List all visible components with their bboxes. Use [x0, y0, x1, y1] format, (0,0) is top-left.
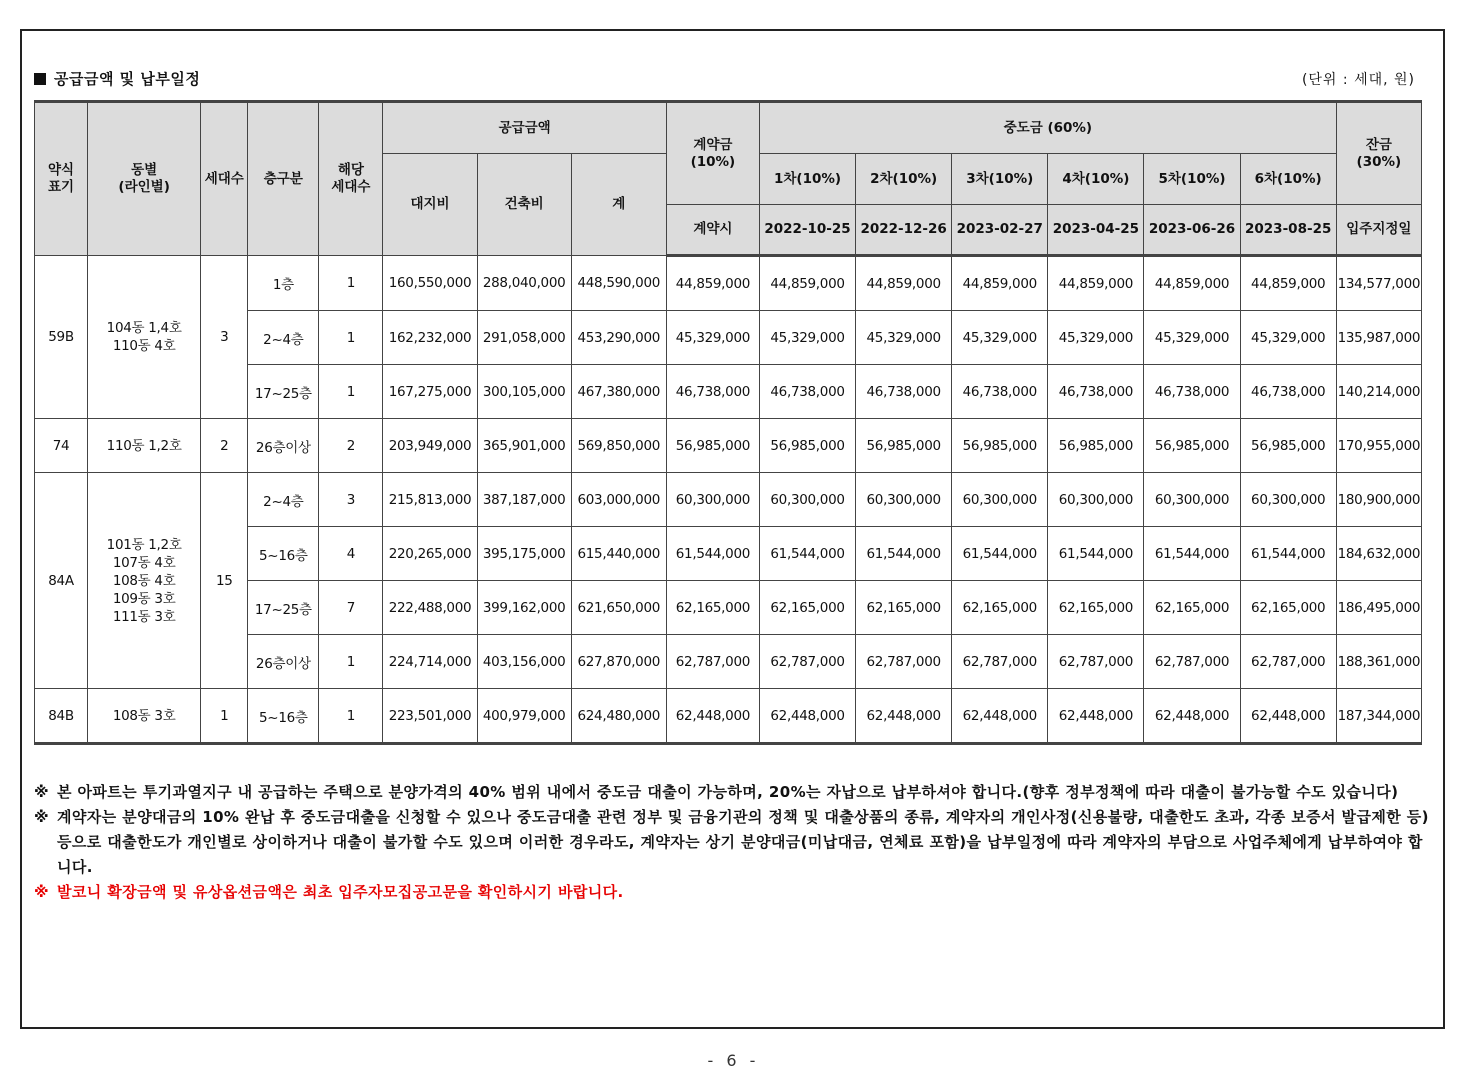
middle-payment-cell: 62,165,000: [1240, 581, 1336, 635]
land-cost-cell: 222,488,000: [383, 581, 477, 635]
balance-cell: 140,214,000: [1336, 365, 1421, 419]
type-cell: 84A: [35, 473, 88, 689]
middle-payment-cell: 44,859,000: [1240, 256, 1336, 311]
table-row: [35, 473, 1422, 527]
header-supply-price: 공급금액: [383, 102, 666, 154]
dong-cell: 101동 1,2호 107동 4호 108동 4호 109동 3호 111동 3호: [88, 473, 201, 689]
contract-deposit-cell: 62,448,000: [666, 689, 759, 744]
balance-cell: 134,577,000: [1336, 256, 1421, 311]
header-households: 세대수: [201, 102, 248, 256]
middle-payment-cell: 60,300,000: [1144, 473, 1240, 527]
header-balance: 잔금 (30%): [1336, 102, 1421, 205]
contract-deposit-cell: 44,859,000: [666, 256, 759, 311]
payment-schedule-table: [34, 100, 1422, 745]
contract-deposit-cell: 62,165,000: [666, 581, 759, 635]
contract-deposit-cell: 62,787,000: [666, 635, 759, 689]
middle-payment-cell: 61,544,000: [856, 527, 952, 581]
reference-mark: ※: [34, 883, 49, 901]
applicable-count-cell: 1: [319, 256, 383, 311]
header-applicable: 해당 세대수: [319, 102, 383, 256]
type-cell: 74: [35, 419, 88, 473]
table-row: [35, 689, 1422, 744]
floor-cell: 17~25층: [248, 581, 319, 635]
note-item: [34, 780, 1429, 805]
floor-cell: 26층이상: [248, 635, 319, 689]
type-cell: 84B: [35, 689, 88, 744]
header-installment-name: 3차(10%): [952, 154, 1048, 205]
balance-cell: 184,632,000: [1336, 527, 1421, 581]
building-cost-cell: 300,105,000: [477, 365, 571, 419]
note-text: 계약자는 분양대금의 10% 완납 후 중도금대출을 신청할 수 있으나 중도금대출 관련 정부 및 금융기관의 정책 및 대출상품의 종류, 계약자의 개인사정(신용불량, 대출한도 초과, 각종 보증서 발급제한 등)등으로 대출한도가 개인별로 상이하거나 대출이 불가할 수도 있으며 이러한 경우라도, 계약자는 상기 분양대금(미납대금, 연체료 포함)을 납부일정에 따라 계약자의 부담으로 사업주체에게 납부하여야 합니다.: [57, 808, 1429, 876]
building-cost-cell: 291,058,000: [477, 311, 571, 365]
middle-payment-cell: 61,544,000: [1144, 527, 1240, 581]
middle-payment-cell: 45,329,000: [856, 311, 952, 365]
households-cell: 1: [201, 689, 248, 744]
header-total: 계: [571, 154, 666, 256]
applicable-count-cell: 1: [319, 311, 383, 365]
header-installment-name: 1차(10%): [759, 154, 855, 205]
page-number: - 6 -: [707, 1051, 760, 1070]
header-installment-date: 2023-06-26: [1144, 205, 1240, 256]
middle-payment-cell: 62,787,000: [1144, 635, 1240, 689]
table-row: [35, 256, 1422, 311]
land-cost-cell: 215,813,000: [383, 473, 477, 527]
total-price-cell: 453,290,000: [571, 311, 666, 365]
header-installment-name: 4차(10%): [1048, 154, 1144, 205]
middle-payment-cell: 46,738,000: [1240, 365, 1336, 419]
middle-payment-cell: 45,329,000: [1144, 311, 1240, 365]
middle-payment-cell: 62,448,000: [952, 689, 1048, 744]
type-cell: 59B: [35, 256, 88, 419]
header-installment-date: 2022-12-26: [856, 205, 952, 256]
floor-cell: 2~4층: [248, 473, 319, 527]
total-price-cell: 627,870,000: [571, 635, 666, 689]
applicable-count-cell: 1: [319, 635, 383, 689]
total-price-cell: 448,590,000: [571, 256, 666, 311]
balance-cell: 135,987,000: [1336, 311, 1421, 365]
total-price-cell: 603,000,000: [571, 473, 666, 527]
balance-cell: 186,495,000: [1336, 581, 1421, 635]
middle-payment-cell: 44,859,000: [759, 256, 855, 311]
dong-cell: 110동 1,2호: [88, 419, 201, 473]
balance-cell: 188,361,000: [1336, 635, 1421, 689]
note-text: 본 아파트는 투기과열지구 내 공급하는 주택으로 분양가격의 40% 범위 내에서 중도금 대출이 가능하며, 20%는 자납으로 납부하셔야 합니다.(향후 정부정책에 따라 대출이 불가능할 수도 있습니다): [57, 783, 1399, 801]
contract-deposit-cell: 61,544,000: [666, 527, 759, 581]
floor-cell: 1층: [248, 256, 319, 311]
dong-cell: 104동 1,4호 110동 4호: [88, 256, 201, 419]
total-price-cell: 621,650,000: [571, 581, 666, 635]
balance-cell: 170,955,000: [1336, 419, 1421, 473]
middle-payment-cell: 44,859,000: [856, 256, 952, 311]
middle-payment-cell: 62,448,000: [1144, 689, 1240, 744]
middle-payment-cell: 61,544,000: [952, 527, 1048, 581]
reference-mark: ※: [34, 808, 49, 826]
households-cell: 2: [201, 419, 248, 473]
middle-payment-cell: 46,738,000: [952, 365, 1048, 419]
land-cost-cell: 160,550,000: [383, 256, 477, 311]
header-land: 대지비: [383, 154, 477, 256]
middle-payment-cell: 44,859,000: [952, 256, 1048, 311]
building-cost-cell: 365,901,000: [477, 419, 571, 473]
middle-payment-cell: 62,165,000: [759, 581, 855, 635]
applicable-count-cell: 4: [319, 527, 383, 581]
middle-payment-cell: 60,300,000: [759, 473, 855, 527]
header-installment-name: 6차(10%): [1240, 154, 1336, 205]
middle-payment-cell: 62,787,000: [1240, 635, 1336, 689]
floor-cell: 26층이상: [248, 419, 319, 473]
dong-cell: 108동 3호: [88, 689, 201, 744]
total-price-cell: 569,850,000: [571, 419, 666, 473]
middle-payment-cell: 56,985,000: [759, 419, 855, 473]
households-cell: 3: [201, 256, 248, 419]
middle-payment-cell: 62,448,000: [856, 689, 952, 744]
middle-payment-cell: 46,738,000: [1048, 365, 1144, 419]
middle-payment-cell: 46,738,000: [759, 365, 855, 419]
header-installment-name: 2차(10%): [856, 154, 952, 205]
header-installment-name: 5차(10%): [1144, 154, 1240, 205]
middle-payment-cell: 45,329,000: [1048, 311, 1144, 365]
square-bullet-icon: [34, 73, 46, 85]
middle-payment-cell: 46,738,000: [856, 365, 952, 419]
building-cost-cell: 399,162,000: [477, 581, 571, 635]
contract-deposit-cell: 45,329,000: [666, 311, 759, 365]
header-contract-timing: 계약시: [666, 205, 759, 256]
land-cost-cell: 224,714,000: [383, 635, 477, 689]
applicable-count-cell: 7: [319, 581, 383, 635]
contract-deposit-cell: 60,300,000: [666, 473, 759, 527]
middle-payment-cell: 56,985,000: [1048, 419, 1144, 473]
floor-cell: 5~16층: [248, 689, 319, 744]
middle-payment-cell: 62,787,000: [1048, 635, 1144, 689]
building-cost-cell: 400,979,000: [477, 689, 571, 744]
middle-payment-cell: 62,787,000: [952, 635, 1048, 689]
middle-payment-cell: 62,448,000: [1048, 689, 1144, 744]
table-body: [35, 256, 1422, 744]
applicable-count-cell: 3: [319, 473, 383, 527]
households-cell: 15: [201, 473, 248, 689]
section-title-text: 공급금액 및 납부일정: [54, 70, 201, 88]
floor-cell: 5~16층: [248, 527, 319, 581]
middle-payment-cell: 44,859,000: [1144, 256, 1240, 311]
header-installment-date: 2023-04-25: [1048, 205, 1144, 256]
building-cost-cell: 395,175,000: [477, 527, 571, 581]
unit-note: (단위 : 세대, 원): [1301, 72, 1415, 88]
header-floor: 층구분: [248, 102, 319, 256]
middle-payment-cell: 62,165,000: [856, 581, 952, 635]
middle-payment-cell: 46,738,000: [1144, 365, 1240, 419]
land-cost-cell: 203,949,000: [383, 419, 477, 473]
section-title: [34, 68, 200, 89]
header-installment-date: 2023-08-25: [1240, 205, 1336, 256]
middle-payment-cell: 45,329,000: [952, 311, 1048, 365]
middle-payment-cell: 61,544,000: [759, 527, 855, 581]
middle-payment-cell: 61,544,000: [1240, 527, 1336, 581]
middle-payment-cell: 61,544,000: [1048, 527, 1144, 581]
header-balance-timing: 입주지정일: [1336, 205, 1421, 256]
middle-payment-cell: 62,787,000: [856, 635, 952, 689]
balance-cell: 180,900,000: [1336, 473, 1421, 527]
building-cost-cell: 403,156,000: [477, 635, 571, 689]
total-price-cell: 467,380,000: [571, 365, 666, 419]
reference-mark: ※: [34, 783, 49, 801]
land-cost-cell: 220,265,000: [383, 527, 477, 581]
middle-payment-cell: 45,329,000: [759, 311, 855, 365]
header-installment-date: 2022-10-25: [759, 205, 855, 256]
contract-deposit-cell: 46,738,000: [666, 365, 759, 419]
middle-payment-cell: 62,165,000: [1048, 581, 1144, 635]
header-middle: 중도금 (60%): [759, 102, 1336, 154]
middle-payment-cell: 56,985,000: [1240, 419, 1336, 473]
middle-payment-cell: 62,787,000: [759, 635, 855, 689]
header-dong: 동별 (라인별): [88, 102, 201, 256]
note-item: [34, 805, 1429, 880]
contract-deposit-cell: 56,985,000: [666, 419, 759, 473]
land-cost-cell: 162,232,000: [383, 311, 477, 365]
land-cost-cell: 167,275,000: [383, 365, 477, 419]
applicable-count-cell: 2: [319, 419, 383, 473]
header-contract: 계약금 (10%): [666, 102, 759, 205]
middle-payment-cell: 56,985,000: [856, 419, 952, 473]
middle-payment-cell: 60,300,000: [952, 473, 1048, 527]
header-installment-date: 2023-02-27: [952, 205, 1048, 256]
note-item-highlight: [34, 880, 1429, 905]
balance-cell: 187,344,000: [1336, 689, 1421, 744]
middle-payment-cell: 60,300,000: [856, 473, 952, 527]
note-text: 발코니 확장금액 및 유상옵션금액은 최초 입주자모집공고문을 확인하시기 바랍니다.: [57, 883, 624, 901]
applicable-count-cell: 1: [319, 689, 383, 744]
middle-payment-cell: 45,329,000: [1240, 311, 1336, 365]
total-price-cell: 624,480,000: [571, 689, 666, 744]
middle-payment-cell: 56,985,000: [952, 419, 1048, 473]
land-cost-cell: 223,501,000: [383, 689, 477, 744]
middle-payment-cell: 44,859,000: [1048, 256, 1144, 311]
middle-payment-cell: 60,300,000: [1048, 473, 1144, 527]
middle-payment-cell: 62,448,000: [1240, 689, 1336, 744]
middle-payment-cell: 62,165,000: [952, 581, 1048, 635]
table-row: [35, 419, 1422, 473]
header-building: 건축비: [477, 154, 571, 256]
middle-payment-cell: 60,300,000: [1240, 473, 1336, 527]
applicable-count-cell: 1: [319, 365, 383, 419]
header-type: 약식 표기: [35, 102, 88, 256]
building-cost-cell: 288,040,000: [477, 256, 571, 311]
middle-payment-cell: 56,985,000: [1144, 419, 1240, 473]
building-cost-cell: 387,187,000: [477, 473, 571, 527]
floor-cell: 17~25층: [248, 365, 319, 419]
middle-payment-cell: 62,165,000: [1144, 581, 1240, 635]
middle-payment-cell: 62,448,000: [759, 689, 855, 744]
floor-cell: 2~4층: [248, 311, 319, 365]
total-price-cell: 615,440,000: [571, 527, 666, 581]
notes: [34, 780, 1429, 905]
